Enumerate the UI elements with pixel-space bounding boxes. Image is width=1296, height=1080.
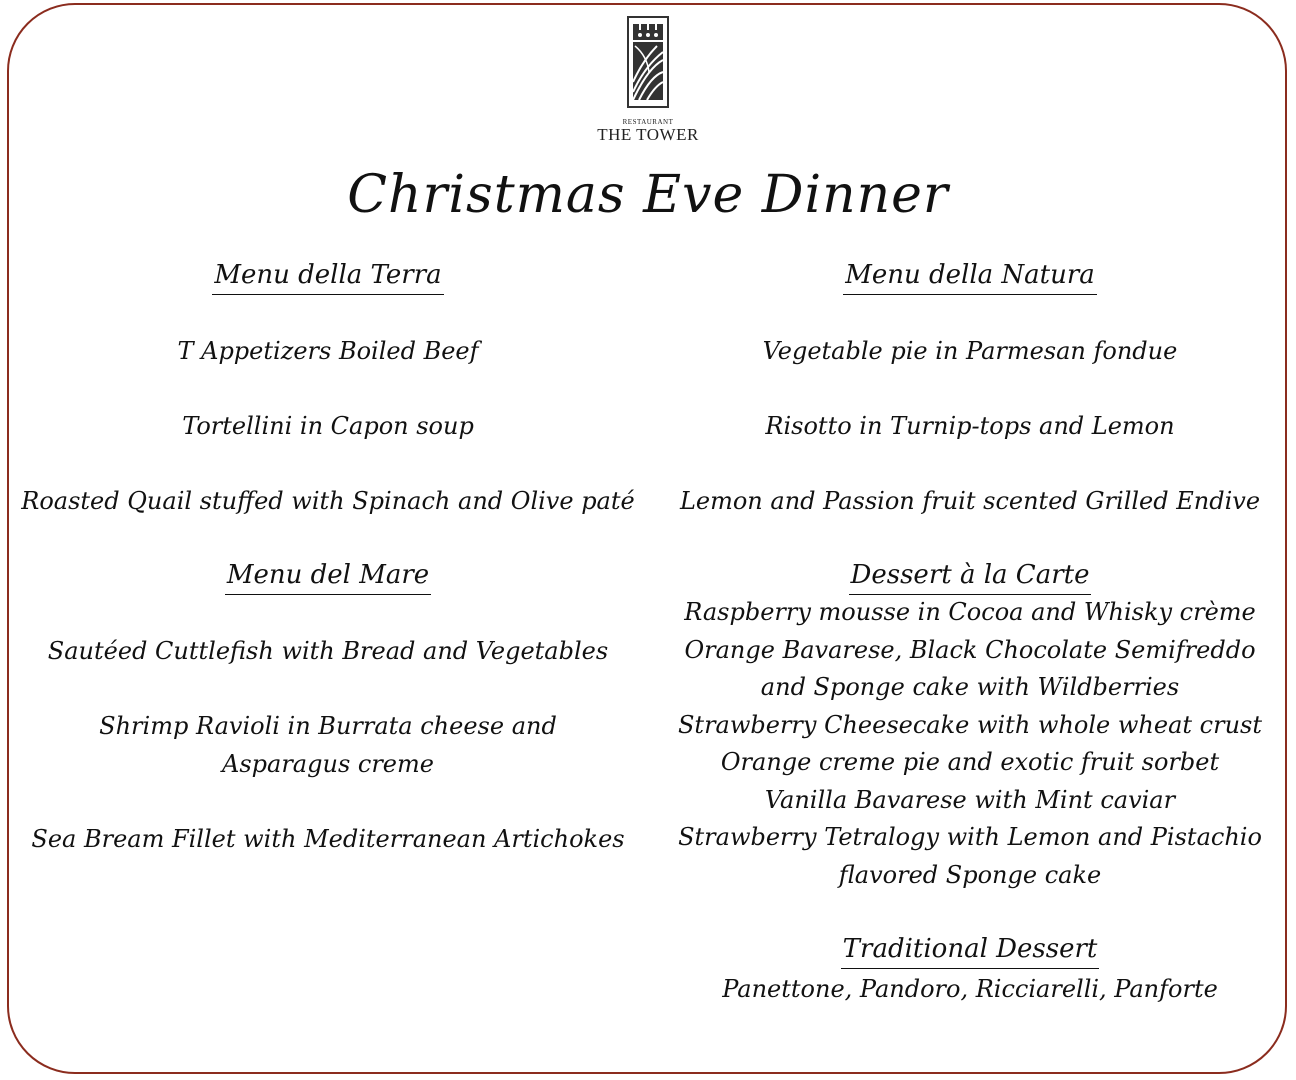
- section-heading-mare: Menu del Mare: [18, 558, 638, 595]
- menu-item: Risotto in Turnip-tops and Lemon: [765, 412, 1175, 440]
- section-heading-natura: Menu della Natura: [660, 258, 1280, 295]
- menu-item: Vegetable pie in Parmesan fondue: [762, 337, 1178, 365]
- menu-item: Sautéed Cuttlefish with Bread and Vegetables: [47, 637, 609, 665]
- tower-emblem-icon: [627, 16, 669, 108]
- menu-item: T Appetizers Boiled Beef: [177, 337, 479, 365]
- menu-item: Lemon and Passion fruit scented Grilled Endive: [679, 487, 1261, 515]
- dessert-line: Strawberry Cheesecake with whole wheat crust: [677, 710, 1262, 739]
- section-heading-dessert: Dessert à la Carte: [660, 558, 1280, 595]
- dessert-line: Orange Bavarese, Black Chocolate Semifreddo: [684, 635, 1256, 664]
- logo-subtitle: RESTAURANT: [622, 118, 674, 126]
- menu-item: Roasted Quail stuffed with Spinach and Olive paté: [21, 487, 635, 515]
- dessert-line: flavored Sponge cake: [838, 860, 1102, 889]
- section-heading-terra: Menu della Terra: [18, 258, 638, 295]
- page-title: Christmas Eve Dinner: [347, 165, 949, 225]
- menu-item: Panettone, Pandoro, Ricciarelli, Panforte: [722, 975, 1218, 1003]
- dessert-line: Vanilla Bavarese with Mint caviar: [764, 785, 1176, 814]
- restaurant-logo: [0, 16, 1296, 144]
- dessert-line: Orange creme pie and exotic fruit sorbet: [720, 748, 1220, 776]
- menu-item: Tortellini in Capon soup: [182, 412, 474, 440]
- menu-item: Sea Bream Fillet with Mediterranean Artichokes: [31, 825, 625, 853]
- menu-item: Shrimp Ravioli in Burrata cheese and Asparagus creme: [99, 712, 557, 778]
- logo-name: THE TOWER: [597, 125, 699, 144]
- dessert-line: Strawberry Tetralogy with Lemon and Pistachio: [678, 823, 1262, 851]
- dessert-list: [660, 594, 1280, 894]
- dessert-line: Raspberry mousse in Cocoa and Whisky crème: [684, 598, 1256, 626]
- section-heading-traditional: Traditional Dessert: [660, 932, 1280, 969]
- dessert-line: and Sponge cake with Wildberries: [760, 673, 1180, 701]
